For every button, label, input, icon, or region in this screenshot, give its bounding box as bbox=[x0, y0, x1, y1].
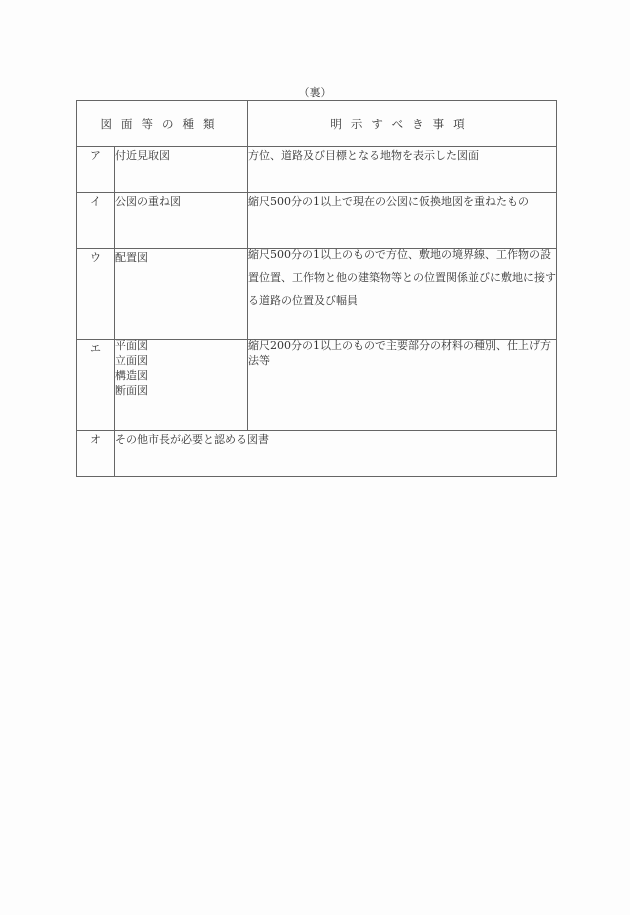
page-side-label: （裏） bbox=[298, 86, 332, 99]
drawing-type: 付近見取図 bbox=[115, 147, 248, 193]
row-mark: オ bbox=[77, 431, 115, 477]
drawing-type: 断面図 bbox=[115, 384, 148, 397]
required-items: 縮尺500分の1以上のもので方位、敷地の境界線、工作物の設置位置、工作物と他の建築物等との位置関係並びに敷地に接する道路の位置及び幅員 bbox=[248, 248, 556, 307]
drawing-type: 立面図 bbox=[115, 354, 148, 367]
row-mark: ウ bbox=[77, 249, 115, 340]
table-row bbox=[77, 147, 557, 193]
drawing-type: 構造図 bbox=[115, 369, 148, 382]
table-row bbox=[77, 340, 557, 431]
row-mark: イ bbox=[77, 193, 115, 249]
drawing-type: 平面図 bbox=[115, 339, 148, 352]
required-items: 縮尺200分の1以上のもので主要部分の材料の種別、仕上げ方法等 bbox=[248, 339, 551, 367]
table-row bbox=[77, 249, 557, 340]
row-mark: ア bbox=[77, 147, 115, 193]
header-required-items: 明示すべき事項 bbox=[248, 101, 557, 147]
required-items-cell bbox=[248, 249, 557, 340]
required-items: 縮尺500分の1以上で現在の公図に仮換地図を重ねたもの bbox=[248, 193, 557, 249]
row-mark: エ bbox=[77, 340, 115, 431]
drawing-type-list bbox=[115, 340, 248, 431]
drawing-type: 公図の重ね図 bbox=[115, 193, 248, 249]
drawing-type: その他市長が必要と認める図書 bbox=[115, 431, 557, 477]
table-row bbox=[77, 431, 557, 477]
header-drawing-type: 図面等の種類 bbox=[77, 101, 248, 147]
required-drawings-table bbox=[76, 100, 557, 477]
table-header-row bbox=[77, 101, 557, 147]
drawing-type: 配置図 bbox=[115, 249, 248, 340]
required-items-cell bbox=[248, 340, 557, 431]
table-row bbox=[77, 193, 557, 249]
required-items: 方位、道路及び目標となる地物を表示した図面 bbox=[248, 147, 557, 193]
